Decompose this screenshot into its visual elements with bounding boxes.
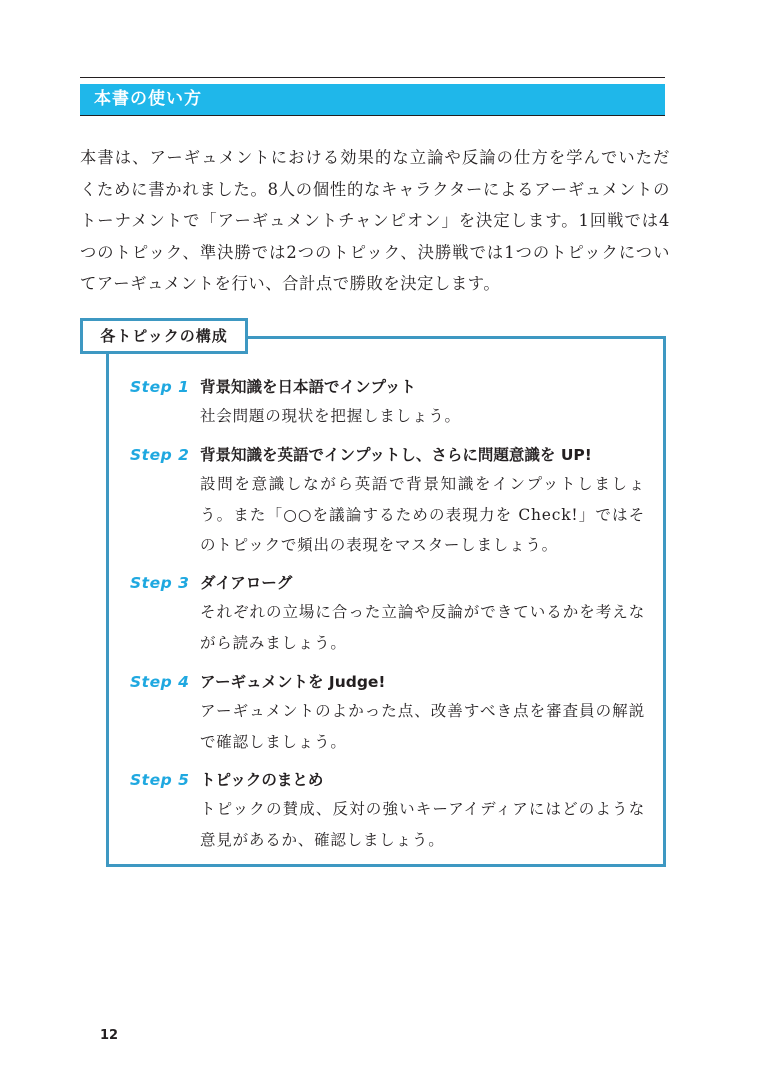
step-description: トピックの賛成、反対の強いキーアイディアにはどのような意見があるか、確認しましょう。 bbox=[200, 800, 645, 849]
step-number: Step 3 bbox=[130, 574, 190, 592]
page-number: 12 bbox=[100, 1028, 119, 1043]
step-number: Step 2 bbox=[130, 446, 190, 464]
step-title: ダイアローグ bbox=[200, 574, 293, 592]
step-title: トピックのまとめ bbox=[200, 771, 324, 789]
intro-paragraph: 本書は、アーギュメントにおける効果的な立論や反論の仕方を学んでいただくために書かれました。8人の個性的なキャラクターによるアーギュメントのトーナメントで「アーギュメントチャンピオン」を決定します。1回戦では4つのトピック、準決勝では2つのトピック、決勝戦では1つのトピックについてアーギュメントを行い、合計点で勝敗を決定します。 bbox=[80, 148, 670, 293]
step-number: Step 5 bbox=[130, 771, 190, 789]
step-number: Step 4 bbox=[130, 673, 190, 691]
top-rule bbox=[80, 77, 665, 78]
step-title: アーギュメントを Judge! bbox=[200, 673, 386, 691]
section-title: 本書の使い方 bbox=[94, 89, 202, 109]
steps-box-label: 各トピックの構成 bbox=[80, 318, 248, 354]
step-number: Step 1 bbox=[130, 378, 190, 396]
step-title: 背景知識を英語でインプットし、さらに問題意識を UP! bbox=[200, 446, 592, 464]
step-description: それぞれの立場に合った立論や反論ができているかを考えながら読みましょう。 bbox=[200, 603, 645, 652]
section-header bbox=[80, 84, 665, 116]
step-description: 設問を意識しながら英語で背景知識をインプットしましょう。また「○○を議論するための表現力を Check!」ではそのトピックで頻出の表現をマスターしましょう。 bbox=[200, 475, 645, 554]
step-description: アーギュメントのよかった点、改善すべき点を審査員の解説で確認しましょう。 bbox=[200, 702, 645, 751]
step-title: 背景知識を日本語でインプット bbox=[200, 378, 416, 396]
step-description: 社会問題の現状を把握しましょう。 bbox=[200, 407, 461, 425]
